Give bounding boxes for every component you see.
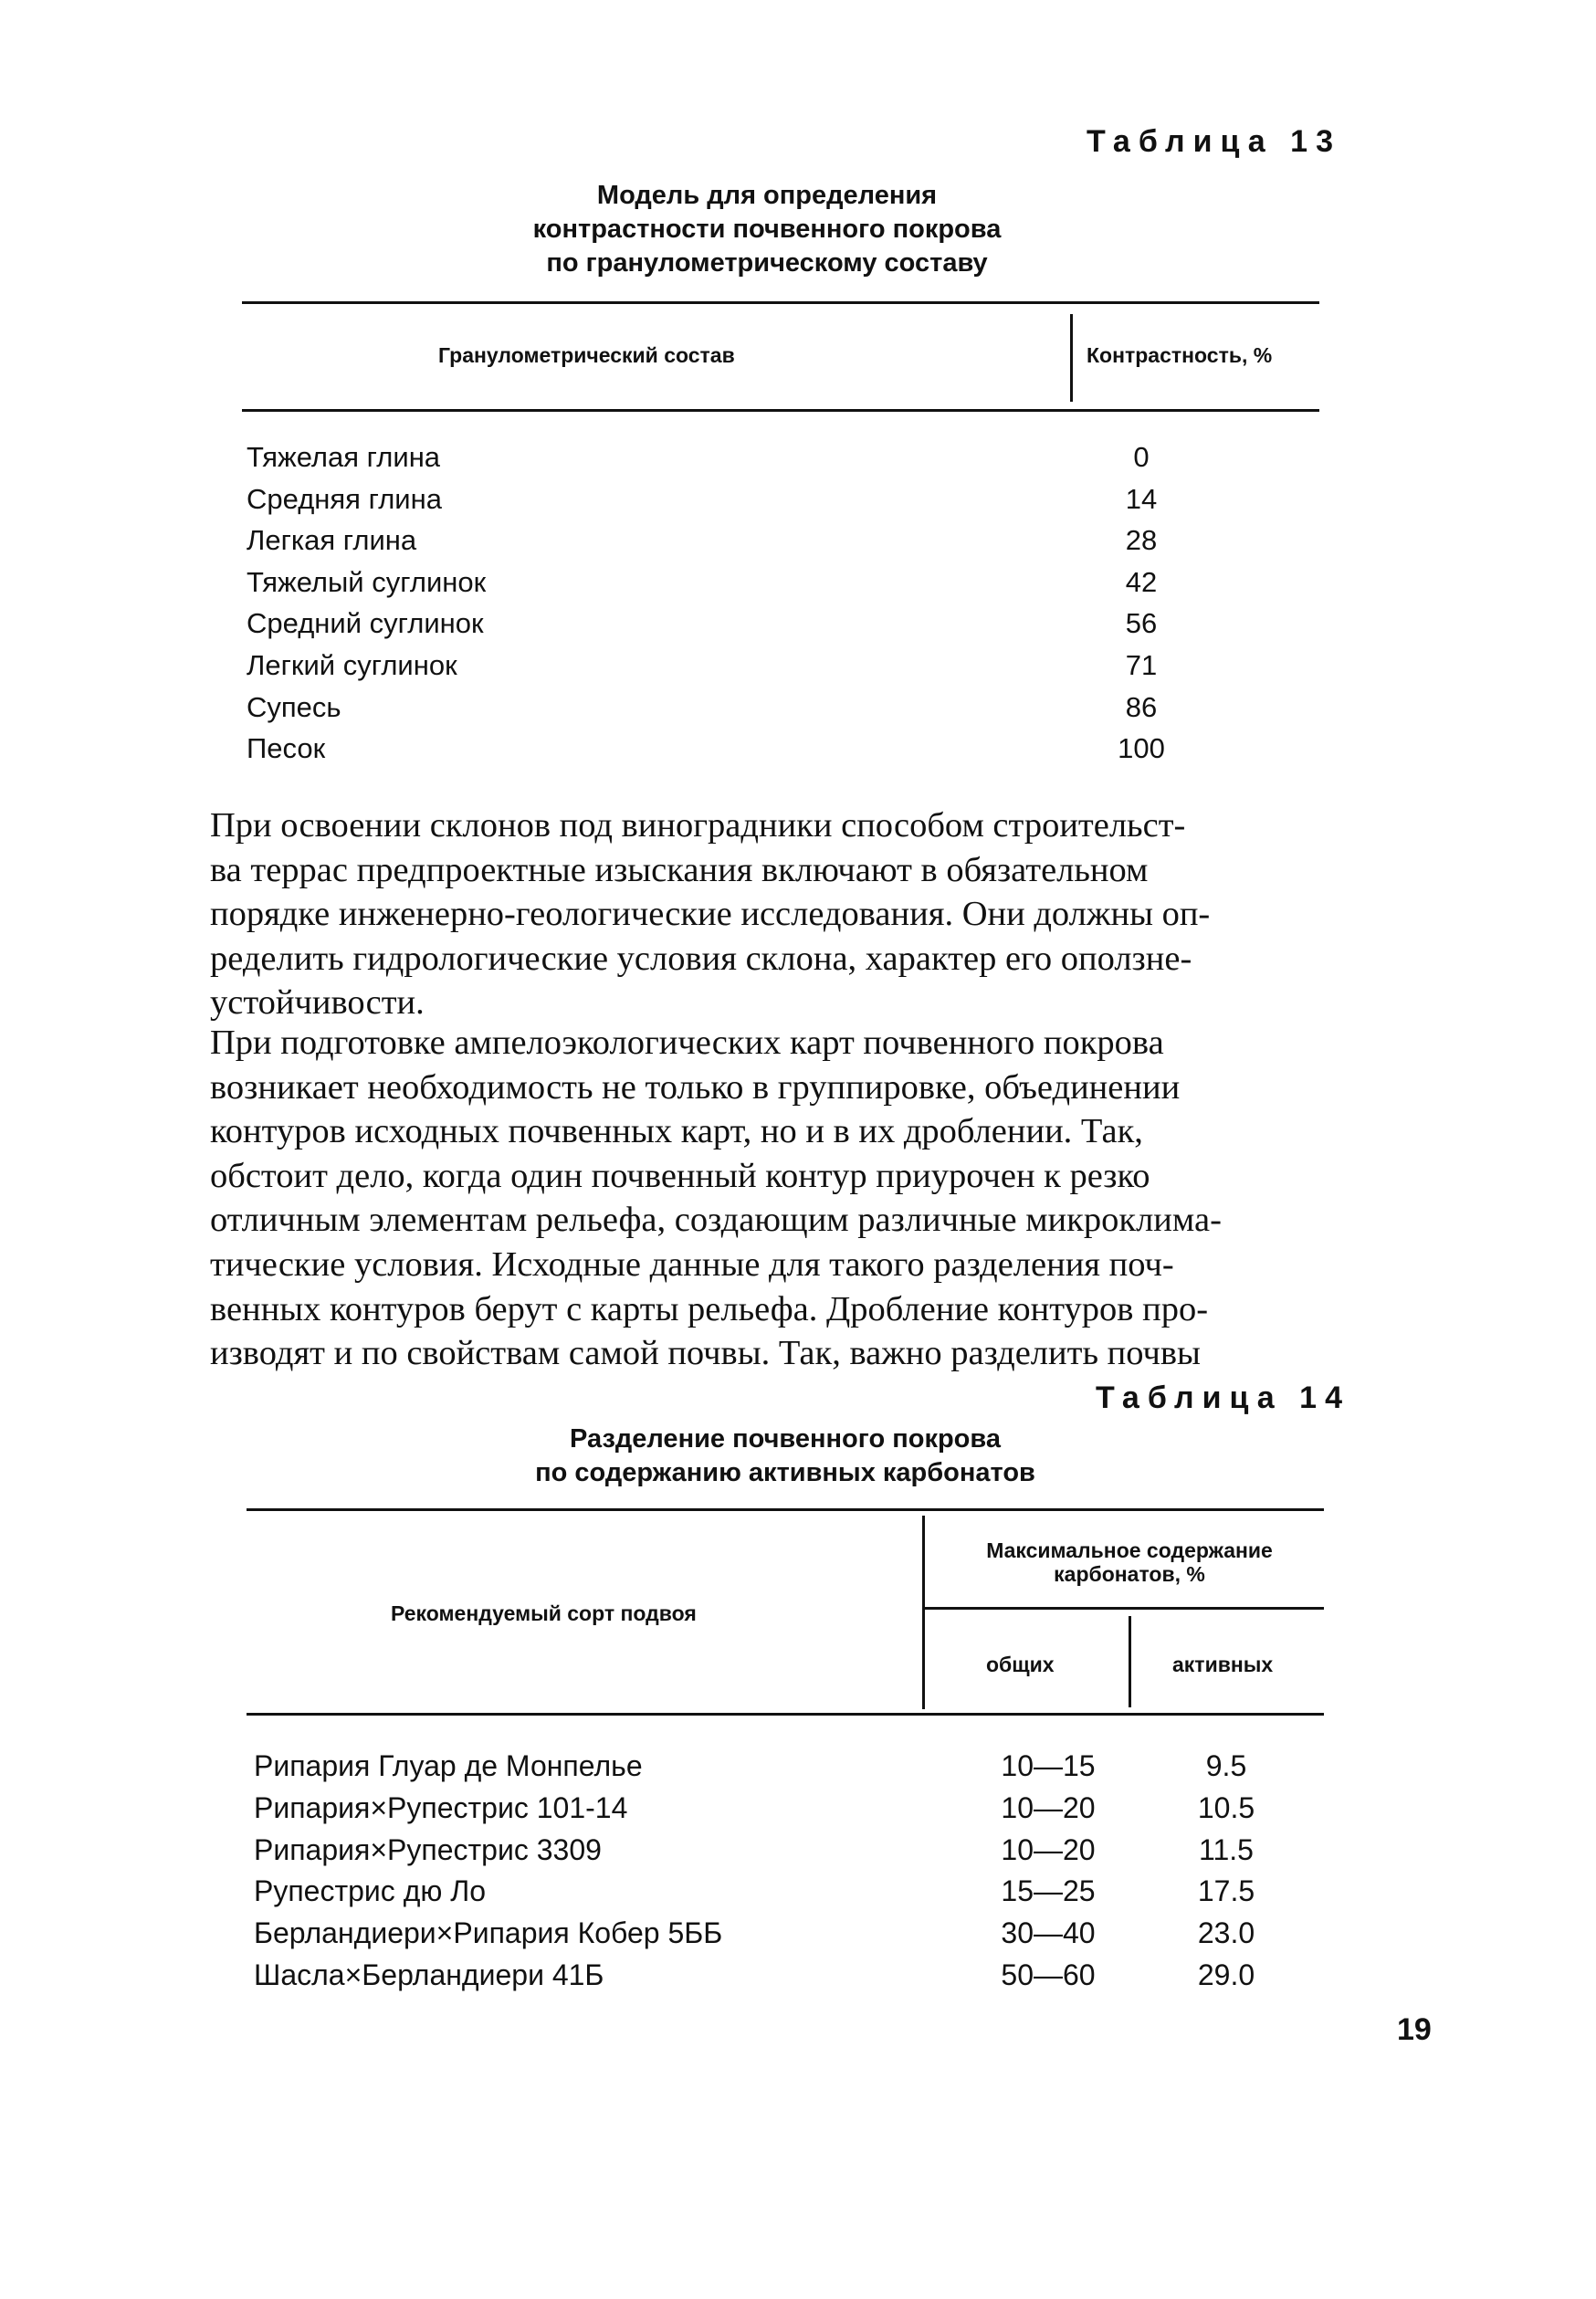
text-line: При освоении склонов под виноградники способом строительст- bbox=[210, 806, 1186, 845]
total-carbonates: 15—25 bbox=[1001, 1874, 1096, 1908]
soil-name: Средняя глина bbox=[247, 482, 442, 515]
contrast-value: 42 bbox=[1125, 565, 1158, 598]
text-line: порядке инженерно-геологические исследования. Они должны оп- bbox=[210, 895, 1211, 934]
table14-header-max-content bbox=[933, 1538, 1326, 1586]
text-line: тические условия. Исходные данные для такого разделения поч- bbox=[210, 1244, 1174, 1284]
table-row bbox=[247, 562, 1196, 604]
table14-header-max-line: Максимальное содержание bbox=[986, 1538, 1273, 1562]
table14-header-rootstock: Рекомендуемый сорт подвоя bbox=[391, 1601, 697, 1625]
table-row bbox=[247, 520, 1196, 562]
table14-top-rule bbox=[247, 1508, 1324, 1511]
contrast-value: 100 bbox=[1118, 732, 1165, 765]
table13-header-rule bbox=[242, 409, 1319, 412]
text-line: венных контуров берут с карты рельефа. Дробление контуров про- bbox=[210, 1289, 1209, 1328]
text-line: ределить гидрологические условия склона, характер его оползне- bbox=[210, 939, 1192, 978]
soil-name: Легкий суглинок bbox=[247, 648, 457, 681]
active-carbonates: 29.0 bbox=[1197, 1958, 1255, 1991]
table14-column-divider bbox=[922, 1516, 925, 1709]
table14-subheader-rule bbox=[922, 1607, 1324, 1610]
table14-title bbox=[383, 1422, 1187, 1490]
contrast-value: 28 bbox=[1125, 524, 1158, 557]
rootstock-name: Рупестрис дю Ло bbox=[254, 1874, 487, 1908]
total-carbonates: 10—20 bbox=[1001, 1832, 1096, 1866]
table13-header-contrast: Контрастность, % bbox=[1087, 343, 1273, 367]
total-carbonates: 10—20 bbox=[1001, 1790, 1096, 1824]
total-carbonates: 50—60 bbox=[1001, 1958, 1096, 1991]
table14-label: Таблица 14 bbox=[1096, 1380, 1350, 1415]
table14-body bbox=[254, 1746, 1313, 1997]
table14-header-active: активных bbox=[1172, 1653, 1274, 1676]
contrast-value: 14 bbox=[1125, 482, 1158, 515]
rootstock-name: Рипария×Рупестрис 3309 bbox=[254, 1832, 602, 1866]
active-carbonates: 9.5 bbox=[1205, 1749, 1247, 1782]
contrast-value: 0 bbox=[1133, 441, 1150, 473]
table-row bbox=[247, 478, 1196, 520]
table-row bbox=[247, 728, 1196, 770]
body-paragraph-2 bbox=[210, 1021, 1424, 1376]
text-line: устойчивости. bbox=[210, 983, 425, 1023]
total-carbonates: 10—15 bbox=[1001, 1749, 1096, 1782]
contrast-value: 71 bbox=[1125, 648, 1158, 681]
active-carbonates: 10.5 bbox=[1197, 1790, 1255, 1824]
table-row bbox=[254, 1788, 1313, 1830]
active-carbonates: 11.5 bbox=[1199, 1832, 1254, 1866]
table13-label: Таблица 13 bbox=[1087, 124, 1341, 159]
table13-header-composition: Гранулометрический состав bbox=[438, 343, 735, 367]
rootstock-name: Рипария Глуар де Монпелье bbox=[254, 1749, 643, 1782]
table13-body bbox=[247, 436, 1196, 770]
rootstock-name: Рипария×Рупестрис 101-14 bbox=[254, 1790, 628, 1824]
table-row bbox=[254, 1746, 1313, 1788]
text-line: отличным элементам рельефа, создающим различные микроклима- bbox=[210, 1201, 1222, 1240]
total-carbonates: 30—40 bbox=[1001, 1916, 1096, 1950]
table14-title-line: по содержанию активных карбонатов bbox=[535, 1458, 1035, 1487]
text-line: При подготовке ампелоэкологических карт почвенного покрова bbox=[210, 1024, 1164, 1062]
table13-column-divider bbox=[1070, 314, 1073, 402]
table-row bbox=[247, 687, 1196, 729]
table-row bbox=[247, 645, 1196, 687]
soil-name: Легкая глина bbox=[247, 524, 417, 557]
table13-title-line: контрастности почвенного покрова bbox=[532, 215, 1002, 244]
soil-name: Супесь bbox=[247, 690, 341, 723]
table13-top-rule bbox=[242, 301, 1319, 304]
table14-subcolumn-divider bbox=[1129, 1616, 1131, 1707]
rootstock-name: Шасла×Берландиери 41Б bbox=[254, 1958, 604, 1991]
table13-title bbox=[420, 179, 1114, 280]
table14-header-total: общих bbox=[986, 1653, 1055, 1676]
table-row bbox=[254, 1871, 1313, 1913]
table14-title-line: Разделение почвенного покрова bbox=[570, 1424, 1001, 1454]
table14-header-rule bbox=[247, 1713, 1324, 1716]
soil-name: Тяжелый суглинок bbox=[247, 565, 487, 598]
text-line: изводят и по свойствам самой почвы. Так, важно разделить почвы bbox=[210, 1334, 1201, 1373]
table-row bbox=[247, 603, 1196, 645]
table-row bbox=[254, 1830, 1313, 1872]
table-row bbox=[247, 436, 1196, 478]
text-line: ва террас предпроектные изыскания включают в обязательном bbox=[210, 850, 1149, 889]
body-paragraph-1 bbox=[210, 803, 1424, 1025]
text-line: обстоит дело, когда один почвенный контур приурочен к резко bbox=[210, 1156, 1150, 1195]
soil-name: Песок bbox=[247, 732, 326, 765]
active-carbonates: 17.5 bbox=[1197, 1874, 1255, 1908]
text-line: возникает необходимость не только в группировке, объединении bbox=[210, 1067, 1181, 1107]
table13-title-line: Модель для определения bbox=[596, 181, 938, 210]
table14-header-max-line: карбонатов, % bbox=[1054, 1562, 1205, 1586]
soil-name: Тяжелая глина bbox=[247, 441, 441, 473]
table-row bbox=[254, 1913, 1313, 1955]
page-number: 19 bbox=[1397, 2012, 1432, 2047]
rootstock-name: Берландиери×Рипария Кобер 5ББ bbox=[254, 1916, 723, 1950]
contrast-value: 86 bbox=[1125, 690, 1158, 723]
soil-name: Средний суглинок bbox=[247, 607, 484, 640]
contrast-value: 56 bbox=[1125, 607, 1158, 640]
table-row bbox=[254, 1955, 1313, 1997]
text-line: контуров исходных почвенных карт, но и в их дроблении. Так, bbox=[210, 1112, 1143, 1151]
active-carbonates: 23.0 bbox=[1197, 1916, 1255, 1950]
table13-title-line: по гранулометрическому составу bbox=[546, 248, 988, 278]
